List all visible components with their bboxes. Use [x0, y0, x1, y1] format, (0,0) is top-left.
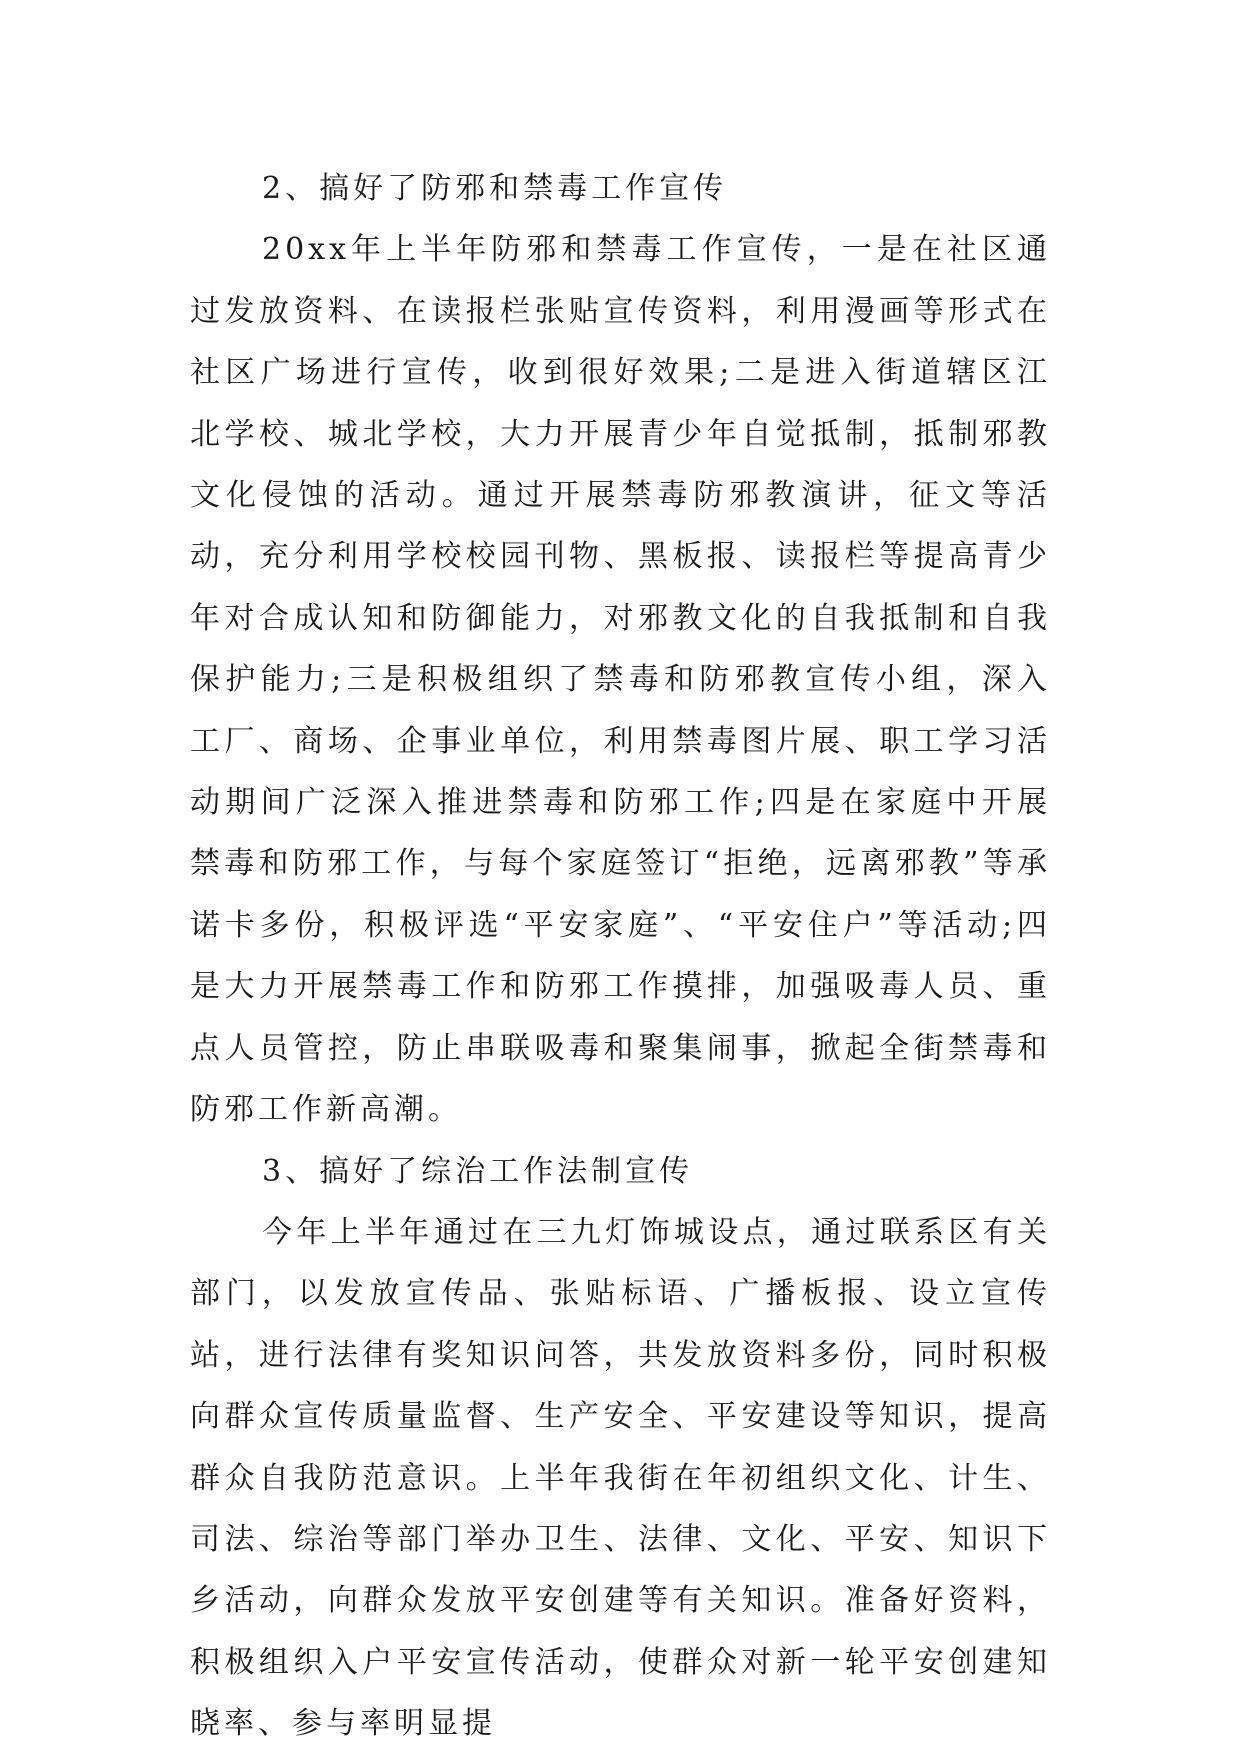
section-body-2: 20xx年上半年防邪和禁毒工作宣传，一是在社区通过发放资料、在读报栏张贴宣传资料，利用漫画等形式在社区广场进行宣传，收到很好效果;二是进入街道辖区江北学校、城北学校，大力开展青少年自觉抵制，抵制邪教文化侵蚀的活动。通过开展禁毒防邪教演讲，征文等活动，充分利用学校校园刊物、黑板报、读报栏等提高青少年对合成认知和防御能力，对邪教文化的自我抵制和自我保护能力;三是积极组织了禁毒和防邪教宣传小组，深入工厂、商场、企事业单位，利用禁毒图片展、职工学习活动期间广泛深入推进禁毒和防邪工作;四是在家庭中开展禁毒和防邪工作，与每个家庭签订“拒绝，远离邪教”等承诺卡多份，积极评选“平安家庭”、“平安住户”等活动;四是大力开展禁毒工作和防邪工作摸排，加强吸毒人员、重点人员管控，防止串联吸毒和聚集闹事，掀起全街禁毒和防邪工作新高潮。	[190, 232, 1051, 1128]
section-heading-3: 3、搞好了综治工作法制宣传	[262, 1153, 694, 1189]
section-body-3: 今年上半年通过在三九灯饰城设点，通过联系区有关部门，以发放宣传品、张贴标语、广播板报、设立宣传站，进行法律有奖知识问答，共发放资料多份，同时积极向群众宣传质量监督、生产安全、平安建设等知识，提高群众自我防范意识。上半年我街在年初组织文化、计生、司法、综治等部门举办卫生、法律、文化、平安、知识下乡活动，向群众发放平安创建等有关知识。准备好资料，积极组织入户平安宣传活动，使群众对新一轮平安创建知晓率、参与率明显提	[190, 1214, 1051, 1742]
document-page	[190, 158, 1051, 1755]
section-heading-2: 2、搞好了防邪和禁毒工作宣传	[262, 171, 728, 206]
